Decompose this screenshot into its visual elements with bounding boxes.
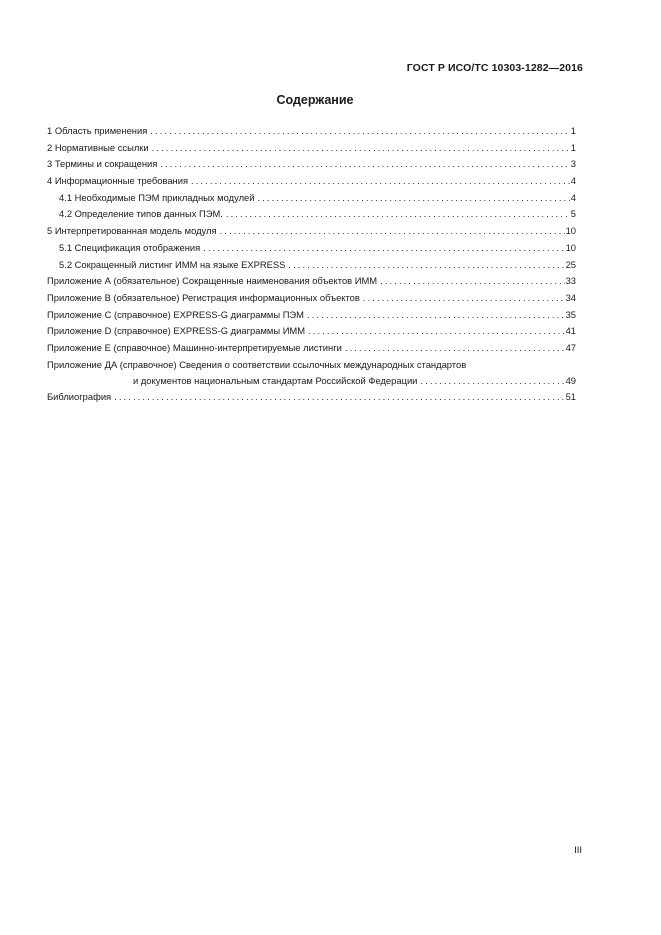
toc-subentry[interactable]: [47, 190, 576, 207]
toc-entry[interactable]: [47, 123, 576, 140]
toc-entry-label: Приложение D (справочное) EXPRESS-G диаграммы ИММ: [47, 325, 306, 337]
toc-entry-continuation[interactable]: [47, 373, 576, 390]
toc-entry-page: 34: [565, 291, 576, 303]
toc-subentry[interactable]: [47, 206, 576, 223]
toc-entry[interactable]: [47, 389, 576, 406]
page-number: III: [574, 845, 582, 856]
document-header: ГОСТ Р ИСО/ТС 10303-1282—2016: [406, 62, 583, 74]
toc-entry[interactable]: [47, 223, 576, 240]
toc-entry-label: 5.2 Сокращенный листинг ИММ на языке EXPRESS: [59, 258, 286, 270]
toc-entry-page: 4: [570, 191, 576, 203]
toc-leader-dots: [363, 290, 565, 307]
toc-entry[interactable]: [47, 173, 576, 190]
toc-entry-page: 47: [565, 341, 576, 353]
toc-entry-page: 10: [565, 241, 576, 253]
toc-leader-dots: [420, 373, 564, 390]
toc-entry[interactable]: [47, 290, 576, 307]
toc-leader-dots: [307, 307, 565, 324]
toc-entry[interactable]: [47, 340, 576, 357]
toc-entry-label: Приложение Е (справочное) Машинно-интерпретируемые листинги: [47, 341, 342, 353]
toc-entry-label: 4.2 Определение типов данных ПЭМ.: [59, 208, 223, 220]
toc-leader-dots: [203, 240, 564, 257]
toc-leader-dots: [226, 206, 570, 223]
toc-entry-page: 51: [565, 391, 576, 403]
toc-leader-dots: [308, 323, 565, 340]
toc-leader-dots: [345, 340, 565, 357]
toc-entry-label: Приложение А (обязательное) Сокращенные наименования объектов ИММ: [47, 275, 378, 287]
toc-leader-dots: [220, 223, 565, 240]
toc-entry-label: и документов национальным стандартам Российской Федерации: [133, 374, 418, 386]
toc-entry-page: 35: [565, 308, 576, 320]
toc-subentry[interactable]: [47, 240, 576, 257]
toc-leader-dots: [258, 190, 570, 207]
toc-entry-label: Библиография: [47, 391, 112, 403]
toc-leader-dots: [114, 389, 564, 406]
toc-entry-page: 4: [570, 175, 576, 187]
toc-entry[interactable]: [47, 307, 576, 324]
toc-entry-label: Приложение ДА (справочное) Сведения о соответствии ссылочных международных стандартов: [47, 358, 467, 370]
toc-leader-dots: [160, 156, 569, 173]
toc-entry-page: 49: [565, 374, 576, 386]
toc-entry[interactable]: [47, 323, 576, 340]
toc-entry-label: 5 Интерпретированная модель модуля: [47, 225, 217, 237]
toc-entry-page: 10: [565, 225, 576, 237]
toc-entry-label: 1 Область применения: [47, 125, 148, 136]
toc-leader-dots: [380, 273, 564, 290]
toc-entry-label: Приложение С (справочное) EXPRESS-G диаграммы ПЭМ: [47, 308, 304, 320]
toc-leader-dots: [152, 140, 570, 157]
toc-leader-dots: [150, 123, 569, 140]
toc-entry-label: 3 Термины и сокращения: [47, 158, 158, 170]
toc-entry-label: Приложение В (обязательное) Регистрация информационных объектов: [47, 291, 360, 303]
toc-entry-page: 3: [570, 158, 576, 170]
toc-entry-page: 1: [570, 141, 576, 153]
toc-entry-page: 1: [570, 125, 576, 136]
toc-entry-label: 4.1 Необходимые ПЭМ прикладных модулей: [59, 191, 255, 203]
toc-entry[interactable]: [47, 357, 576, 373]
toc-subentry[interactable]: [47, 257, 576, 274]
toc-leader-dots: [288, 257, 564, 274]
toc-entry-page: 33: [565, 275, 576, 287]
table-of-contents: [47, 123, 576, 406]
toc-entry[interactable]: [47, 273, 576, 290]
toc-entry-label: 4 Информационные требования: [47, 175, 189, 187]
toc-entry-label: 2 Нормативные ссылки: [47, 141, 149, 153]
toc-entry[interactable]: [47, 140, 576, 157]
toc-leader-dots: [191, 173, 570, 190]
toc-entry-page: 41: [565, 325, 576, 337]
toc-entry-page: 5: [570, 208, 576, 220]
toc-entry-label: 5.1 Спецификация отображения: [59, 241, 201, 253]
toc-title: Содержание: [276, 93, 354, 107]
toc-entry-page: 25: [565, 258, 576, 270]
toc-entry[interactable]: [47, 156, 576, 173]
